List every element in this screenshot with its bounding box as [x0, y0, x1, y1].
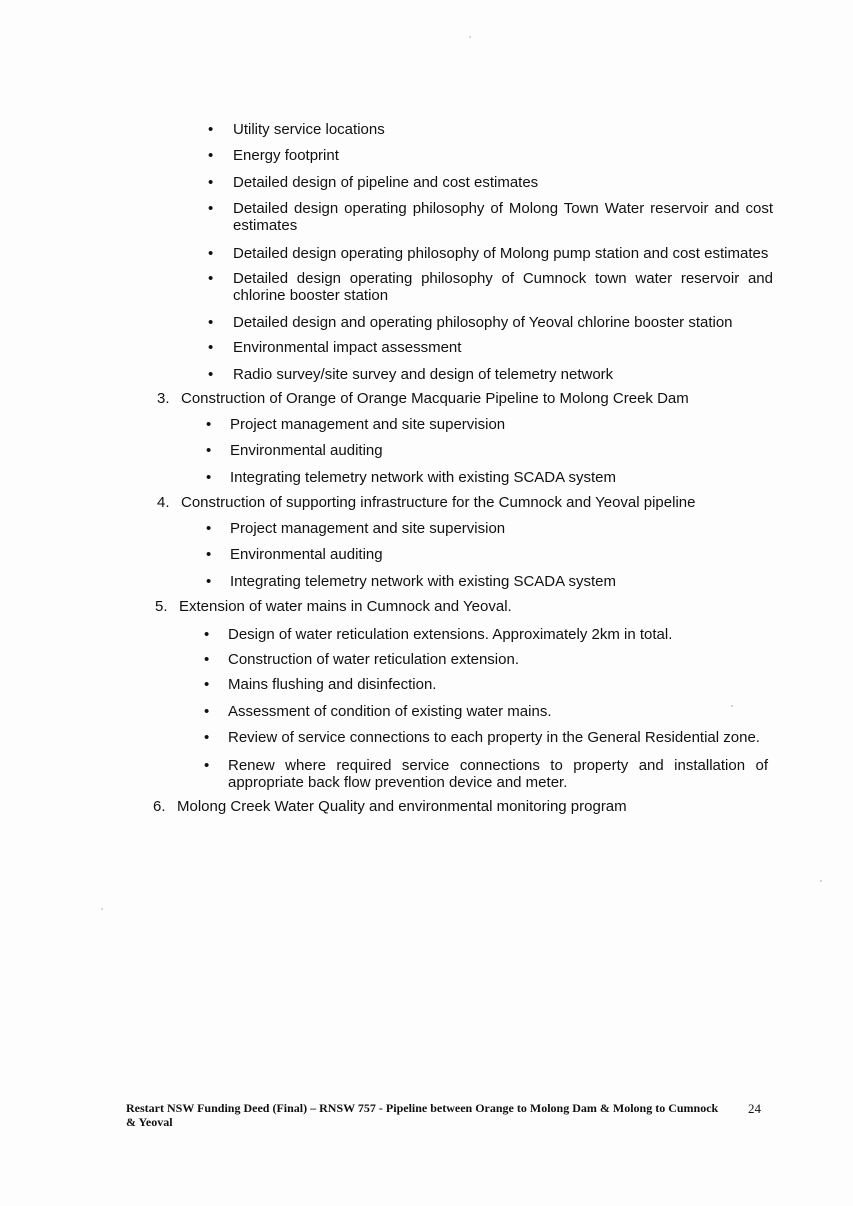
list-item-text: Construction of water reticulation extension. [228, 651, 519, 668]
bullet-glyph: • [204, 703, 210, 720]
bullet-glyph: • [204, 626, 210, 643]
bullet-glyph: • [208, 270, 214, 287]
list-item-text: Detailed design and operating philosophy of Yeoval chlorine booster station [233, 314, 733, 331]
bullet-glyph: • [208, 366, 214, 383]
bullet-glyph: • [204, 676, 210, 693]
bullet-glyph: • [206, 573, 212, 590]
scan-speck [101, 908, 103, 910]
bullet-glyph: • [204, 651, 210, 668]
list-number: 4. [157, 494, 170, 511]
list-item-text: Integrating telemetry network with existing SCADA system [230, 469, 616, 486]
list-item-text: Detailed design operating philosophy of Cumnock town water reservoir and chlorine booster station [233, 270, 773, 304]
bullet-glyph: • [208, 245, 214, 262]
list-item-text: Utility service locations [233, 121, 385, 138]
numbered-heading-text: Construction of Orange of Orange Macquarie Pipeline to Molong Creek Dam [181, 390, 689, 407]
bullet-glyph: • [204, 757, 210, 774]
list-item-text: Mains flushing and disinfection. [228, 676, 437, 693]
numbered-heading-text: Construction of supporting infrastructure for the Cumnock and Yeoval pipeline [181, 494, 696, 511]
numbered-heading-text: Extension of water mains in Cumnock and Yeoval. [179, 598, 512, 615]
list-item-text: Detailed design operating philosophy of Molong pump station and cost estimates [233, 245, 769, 262]
list-item-text: Project management and site supervision [230, 520, 506, 537]
bullet-glyph: • [208, 314, 214, 331]
bullet-glyph: • [206, 520, 212, 537]
bullet-glyph: • [206, 416, 212, 433]
list-item-text: Renew where required service connections to property and installation of appropriate back flow prevention device and meter. [228, 757, 768, 791]
bullet-glyph: • [206, 469, 212, 486]
bullet-glyph: • [208, 200, 214, 217]
page-footer [126, 1101, 766, 1129]
list-item-text: Environmental auditing [230, 546, 383, 563]
list-item-text: Integrating telemetry network with existing SCADA system [230, 573, 616, 590]
scan-speck [469, 36, 471, 38]
list-number: 3. [157, 390, 170, 407]
list-item-text: Detailed design of pipeline and cost estimates [233, 174, 539, 191]
numbered-heading-text: Molong Creek Water Quality and environmental monitoring program [177, 798, 627, 815]
list-item-text: Radio survey/site survey and design of telemetry network [233, 366, 614, 383]
bullet-glyph: • [206, 442, 212, 459]
scan-speck [820, 880, 822, 882]
bullet-glyph: • [208, 339, 214, 356]
bullet-glyph: • [208, 121, 214, 138]
list-item-text: Design of water reticulation extensions. Approximately 2km in total. [228, 626, 673, 643]
list-item-text: Review of service connections to each property in the General Residential zone. [228, 729, 760, 746]
list-item-text: Energy footprint [233, 147, 339, 164]
bullet-glyph: • [204, 729, 210, 746]
list-item-text: Assessment of condition of existing water mains. [228, 703, 552, 720]
list-number: 6. [153, 798, 166, 815]
bullet-glyph: • [208, 174, 214, 191]
list-item-text: Project management and site supervision [230, 416, 506, 433]
list-item-text: Environmental impact assessment [233, 339, 462, 356]
list-item-text: Detailed design operating philosophy of Molong Town Water reservoir and cost estimates [233, 200, 773, 234]
list-number: 5. [155, 598, 168, 615]
page-number: 24 [748, 1101, 761, 1116]
bullet-glyph: • [206, 546, 212, 563]
bullet-glyph: • [208, 147, 214, 164]
list-item-text: Environmental auditing [230, 442, 383, 459]
footer-text: Restart NSW Funding Deed (Final) – RNSW 757 - Pipeline between Orange to Molong Dam & Molong to Cumnock & Yeoval [126, 1101, 719, 1129]
